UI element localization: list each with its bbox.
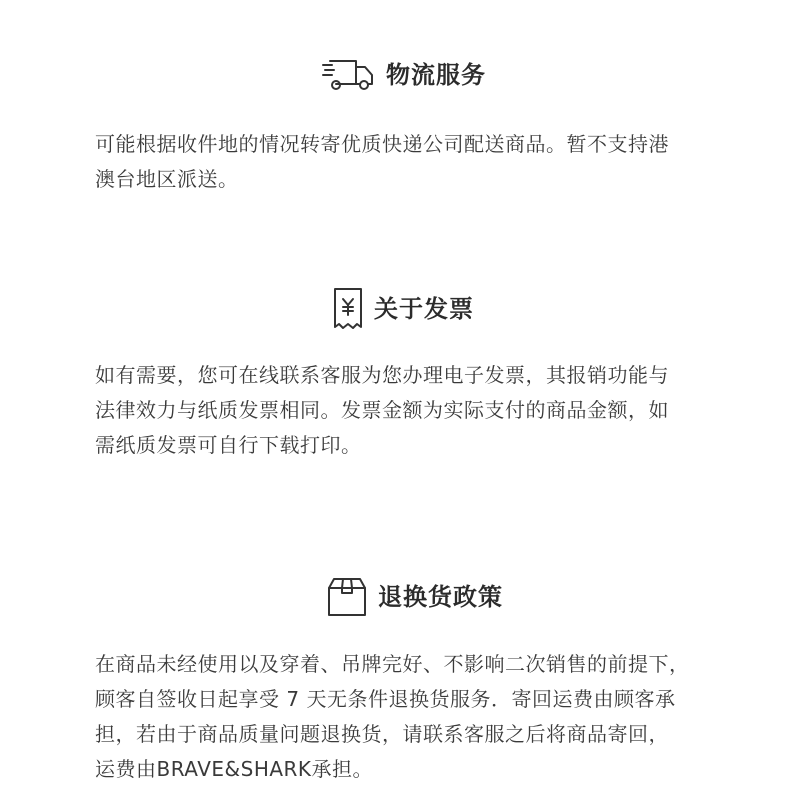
body-line: 顾客自签收日起享受 7 天无条件退换货服务．寄回运费由顾客承 xyxy=(95,687,676,711)
section-body xyxy=(95,358,715,463)
body-line: 如有需要，您可在线联系客服为您办理电子发票，其报销功能与 xyxy=(95,363,669,387)
body-line: 担，若由于商品质量问题退换货，请联系客服之后将商品寄回， xyxy=(95,722,669,746)
package-box-icon xyxy=(326,576,368,618)
returns-heading xyxy=(326,576,503,618)
body-line: 在商品未经使用以及穿着、吊牌完好、不影响二次销售的前提下， xyxy=(95,652,690,676)
body-line: 需纸质发票可自行下载打印。 xyxy=(95,433,362,457)
delivery-truck-icon xyxy=(322,57,376,93)
section-body xyxy=(95,647,715,787)
invoice-heading xyxy=(332,287,474,331)
body-line: 法律效力与纸质发票相同。发票金额为实际支付的商品金额，如 xyxy=(95,398,669,422)
body-line: 可能根据收件地的情况转寄优质快递公司配送商品。暂不支持港 xyxy=(95,132,669,156)
section-title: 退换货政策 xyxy=(378,583,503,611)
section-title: 物流服务 xyxy=(386,61,486,89)
section-title: 关于发票 xyxy=(374,295,474,323)
body-line: 运费由BRAVE&SHARK承担。 xyxy=(95,757,374,781)
logistics-heading xyxy=(322,57,486,93)
section-body xyxy=(95,127,715,197)
invoice-receipt-icon xyxy=(332,287,364,331)
body-line: 澳台地区派送。 xyxy=(95,167,239,191)
